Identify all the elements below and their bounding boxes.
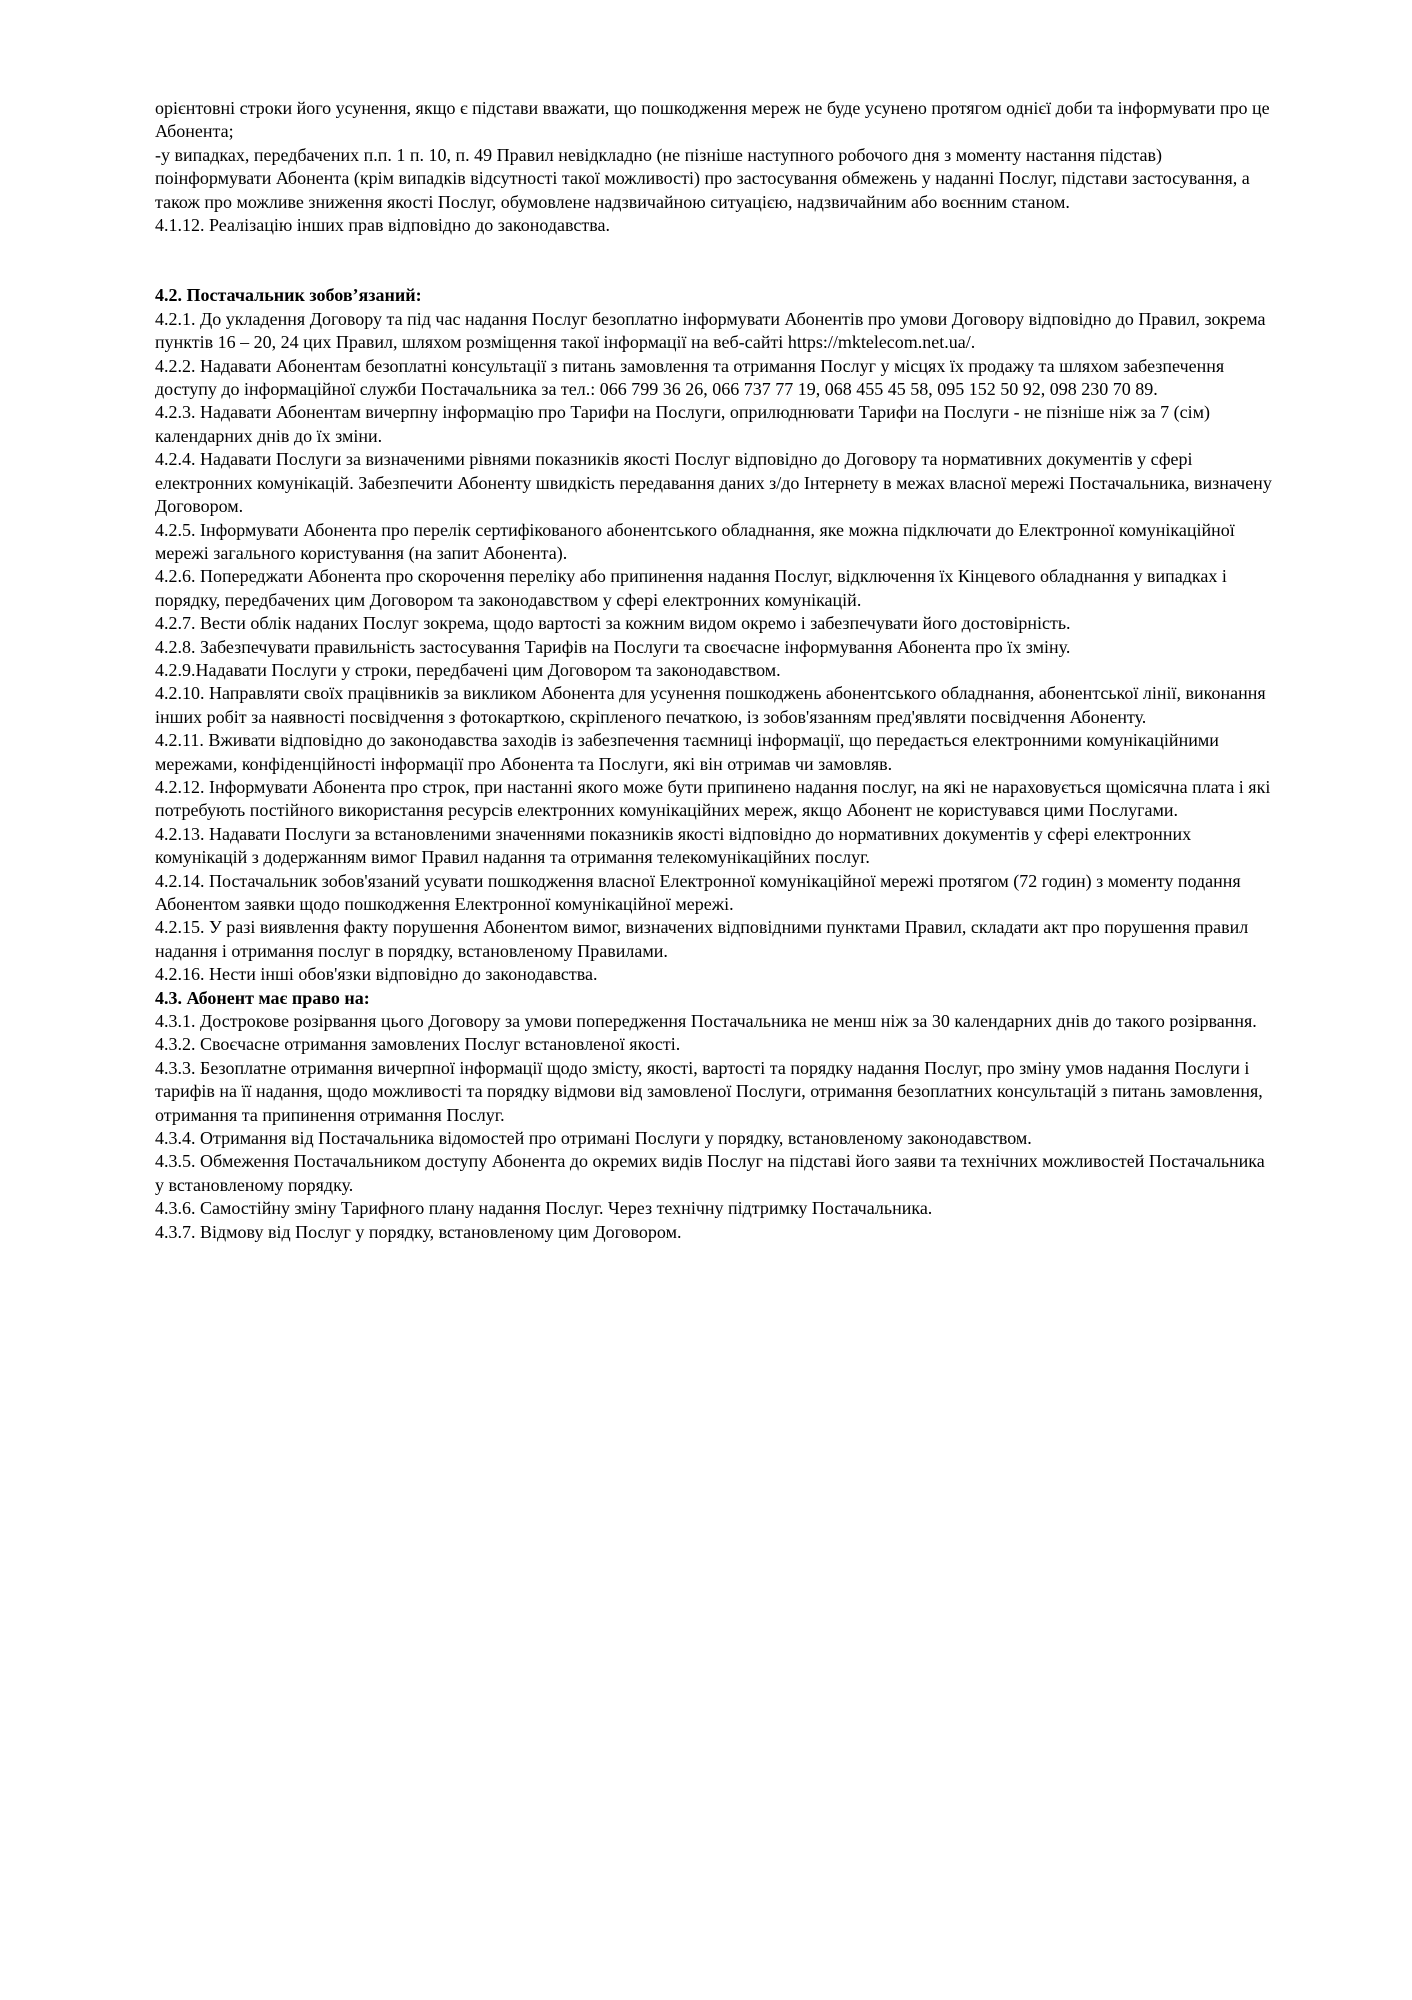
contract-paragraph: 4.2.13. Надавати Послуги за встановленими значеннями показників якості відповідно до нормативних документів у сфері електронних комунікацій з додержанням вимог Правил надання та отримання телекомунікаційних послуг. — [155, 823, 1192, 868]
contract-paragraph: 4.2.5. Інформувати Абонента про перелік сертифікованого абонентського обладнання, яке можна підключати до Електронної комунікаційної мережі загального користування (на запит Абонента). — [155, 519, 1235, 563]
contract-paragraph: 4.2.8. Забезпечувати правильність застосування Тарифів на Послуги та своєчасне інформування Абонента про їх зміну. — [155, 636, 1071, 657]
blank-line — [155, 237, 1275, 284]
contract-paragraph: 4.3.1. Дострокове розірвання цього Договору за умови попередження Постачальника не менш ніж за 30 календарних днів до такого розірвання. — [155, 1011, 1257, 1032]
document-text-block — [155, 97, 1275, 1244]
contract-paragraph: 4.3.6. Самостійну зміну Тарифного плану надання Послуг. Через технічну підтримку Постачальника. — [155, 1198, 933, 1219]
section-heading: 4.2. Постачальник зобов’язаний: — [155, 285, 422, 306]
contract-paragraph: 4.3.7. Відмову від Послуг у порядку, встановленому цим Договором. — [155, 1221, 682, 1242]
contract-paragraph: -у випадках, передбачених п.п. 1 п. 10, п. 49 Правил невідкладно (не пізніше наступного робочого дня з моменту настання підстав) поінформувати Абонента (крім випадків відсутності такої можливості) про застосування обмежень у наданні Послуг, підстави застосування, а також про можливе зниження якості Послуг, обумовлене надзвичайною ситуацією, надзвичайним або воєнним станом. — [155, 144, 1250, 212]
contract-paragraph: 4.3.3. Безоплатне отримання вичерпної інформації щодо змісту, якості, вартості та порядку надання Послуг, про зміну умов надання Послуги і тарифів на її надання, щодо можливості та порядку відмови від замовленої Послуги, отримання безоплатних консультацій з питань замовлення, отримання та припинення отримання Послуг. — [155, 1057, 1263, 1125]
contract-paragraph: 4.2.10. Направляти своїх працівників за викликом Абонента для усунення пошкоджень абонентського обладнання, абонентської лінії, виконання інших робіт за наявності посвідчення з фотокарткою, скріпленого печаткою, із зобов'язанням пред'являти посвідчення Абоненту. — [155, 683, 1266, 727]
contract-paragraph: 4.2.3. Надавати Абонентам вичерпну інформацію про Тарифи на Послуги, оприлюднювати Тарифи на Послуги - не пізніше ніж за 7 (сім) календарних днів до їх зміни. — [155, 402, 1211, 446]
contract-paragraph: 4.2.7. Вести облік наданих Послуг зокрема, щодо вартості за кожним видом окремо і забезпечувати його достовірність. — [155, 613, 1071, 634]
contract-paragraph: 4.2.9.Надавати Послуги у строки, передбачені цим Договором та законодавством. — [155, 659, 781, 680]
contract-paragraph: 4.3.5. Обмеження Постачальником доступу Абонента до окремих видів Послуг на підставі його заяви та технічних можливостей Постачальника у встановленому порядку. — [155, 1151, 1265, 1195]
contract-paragraph: 4.2.2. Надавати Абонентам безоплатні консультації з питань замовлення та отримання Послуг у місцях їх продажу та шляхом забезпечення доступу до інформаційної служби Постачальника за тел.: 066 799 36 26, 066 737 77 19, 068 455 45 58, 095 152 50 92, 098 230 70 89. — [155, 355, 1225, 400]
contract-paragraph: орієнтовні строки його усунення, якщо є підстави вважати, що пошкодження мереж не буде усунено протягом однієї доби та інформувати про це Абонента; — [155, 98, 1270, 142]
contract-paragraph: 4.1.12. Реалізацію інших прав відповідно до законодавства. — [155, 215, 610, 236]
section-heading: 4.3. Абонент має право на: — [155, 987, 370, 1008]
contract-paragraph: 4.2.15. У разі виявлення факту порушення Абонентом вимог, визначених відповідними пунктами Правил, складати акт про порушення правил надання і отримання послуг в порядку, встановленому Правилами. — [155, 917, 1249, 961]
contract-paragraph: 4.2.4. Надавати Послуги за визначеними рівнями показників якості Послуг відповідно до Договору та нормативних документів у сфері електронних комунікацій. Забезпечити Абоненту швидкість передавання даних з/до Інтернету в межах власної мережі Постачальника, визначену Договором. — [155, 449, 1272, 517]
contract-paragraph: 4.2.14. Постачальник зобов'язаний усувати пошкодження власної Електронної комунікаційної мережі протягом (72 годин) з моменту подання Абонентом заявки щодо пошкодження Електронної комунікаційної мережі. — [155, 870, 1241, 914]
contract-paragraph: 4.2.16. Нести інші обов'язки відповідно до законодавства. — [155, 964, 598, 985]
contract-paragraph: 4.2.11. Вживати відповідно до законодавства заходів із забезпечення таємниці інформації, що передається електронними комунікаційними мережами, конфіденційності інформації про Абонента та Послуги, які він отримав чи замовляв. — [155, 730, 1219, 774]
contract-paragraph: 4.3.4. Отримання від Постачальника відомостей про отримані Послуги у порядку, встановленому законодавством. — [155, 1128, 1032, 1149]
contract-paragraph: 4.2.1. До укладення Договору та під час надання Послуг безоплатно інформувати Абонентів про умови Договору відповідно до Правил, зокрема пунктів 16 – 20, 24 цих Правил, шляхом розміщення такої інформації на веб-сайті https://mktelecom.net.ua/. — [155, 308, 1266, 353]
contract-paragraph: 4.2.6. Попереджати Абонента про скорочення переліку або припинення надання Послуг, відключення їх Кінцевого обладнання у випадках і порядку, передбачених цим Договором та законодавством у сфері електронних комунікацій. — [155, 566, 1227, 610]
contract-paragraph: 4.2.12. Інформувати Абонента про строк, при настанні якого може бути припинено надання послуг, на які не нараховується щомісячна плата і які потребують постійного використання ресурсів електронних комунікаційних мереж, якщо Абонент не користувався цими Послугами. — [155, 776, 1271, 821]
contract-paragraph: 4.3.2. Своєчасне отримання замовлених Послуг встановленої якості. — [155, 1034, 681, 1055]
